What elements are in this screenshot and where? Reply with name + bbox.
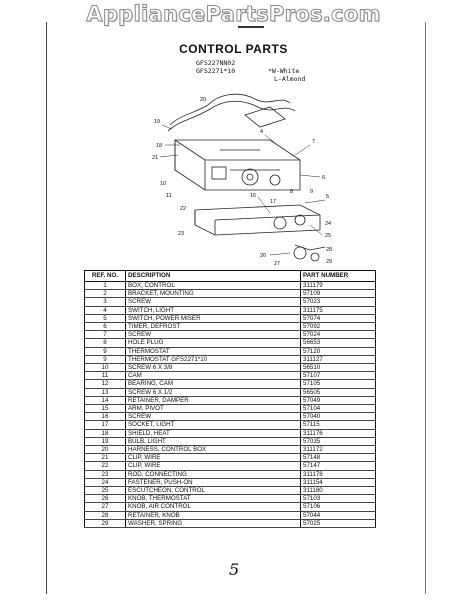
cell-description: THERMOSTAT bbox=[126, 347, 301, 355]
cell-ref-no: 6 bbox=[85, 323, 126, 331]
cell-part-number: 57092 bbox=[301, 323, 376, 331]
callout-label: 21 bbox=[152, 155, 159, 161]
cell-part-number: 56653 bbox=[301, 339, 376, 347]
cell-ref-no: 18 bbox=[85, 429, 126, 437]
cell-ref-no: 13 bbox=[85, 388, 126, 396]
cell-part-number: 311154 bbox=[301, 478, 376, 486]
cell-part-number: 311179 bbox=[301, 282, 376, 290]
cell-description: HOLE PLUG bbox=[126, 339, 301, 347]
cell-ref-no: 3 bbox=[85, 298, 126, 306]
cell-part-number: 311180 bbox=[301, 487, 376, 495]
callout-label: 4 bbox=[260, 129, 264, 135]
color-code-white: *W-White bbox=[268, 67, 300, 75]
cell-description: SCREW bbox=[126, 298, 301, 306]
table-row bbox=[85, 446, 376, 454]
color-code-almond: L-Almond bbox=[274, 75, 306, 83]
cell-part-number: 57107 bbox=[301, 372, 376, 380]
table-row bbox=[85, 470, 376, 478]
cell-part-number: 311175 bbox=[301, 306, 376, 314]
table-row bbox=[85, 487, 376, 495]
table-row bbox=[85, 388, 376, 396]
parts-table bbox=[84, 270, 376, 528]
cell-ref-no: 28 bbox=[85, 511, 126, 519]
cell-ref-no: 19 bbox=[85, 437, 126, 445]
cell-description: THERMOSTAT GFS2271*10 bbox=[126, 355, 301, 363]
cell-ref-no: 9 bbox=[85, 355, 126, 363]
cell-description: KNOB, AIR CONTROL bbox=[126, 503, 301, 511]
cell-part-number: 57115 bbox=[301, 421, 376, 429]
cell-ref-no: 25 bbox=[85, 487, 126, 495]
cell-ref-no: 12 bbox=[85, 380, 126, 388]
model-number-2: GFS2271*10 bbox=[196, 67, 236, 75]
cell-ref-no: 23 bbox=[85, 470, 126, 478]
table-row bbox=[85, 503, 376, 511]
cell-part-number: 57120 bbox=[301, 347, 376, 355]
cell-description: ARM, PIVOT bbox=[126, 405, 301, 413]
cell-part-number: 311127 bbox=[301, 355, 376, 363]
cell-ref-no: 5 bbox=[85, 314, 126, 322]
callout-label: 8 bbox=[290, 189, 294, 195]
cell-part-number: 57025 bbox=[301, 519, 376, 527]
cell-ref-no: 22 bbox=[85, 462, 126, 470]
callout-label: 10 bbox=[160, 181, 167, 187]
table-header-row bbox=[85, 271, 376, 282]
table-row bbox=[85, 429, 376, 437]
cell-description: RETAINER, DAMPER bbox=[126, 396, 301, 404]
cell-description: SOCKET, LIGHT bbox=[126, 421, 301, 429]
cell-ref-no: 24 bbox=[85, 478, 126, 486]
table-row bbox=[85, 421, 376, 429]
cell-ref-no: 7 bbox=[85, 331, 126, 339]
callout-label: 17 bbox=[270, 199, 277, 205]
cell-part-number: 57148 bbox=[301, 454, 376, 462]
watermark: AppliancePartsPros.com bbox=[86, 2, 381, 26]
cell-description: CAM bbox=[126, 372, 301, 380]
callout-label: 19 bbox=[154, 119, 161, 125]
cell-description: ROD, CONNECTING bbox=[126, 470, 301, 478]
table-row bbox=[85, 306, 376, 314]
callout-label: 6 bbox=[322, 175, 326, 181]
cell-ref-no: 15 bbox=[85, 405, 126, 413]
cell-ref-no: 10 bbox=[85, 364, 126, 372]
cell-ref-no: 16 bbox=[85, 413, 126, 421]
table-row bbox=[85, 290, 376, 298]
cell-ref-no: 26 bbox=[85, 495, 126, 503]
callout-label: 29 bbox=[326, 259, 333, 265]
cell-part-number: 57109 bbox=[301, 290, 376, 298]
table-row bbox=[85, 380, 376, 388]
callout-label: 23 bbox=[178, 231, 185, 237]
callout-label: 7 bbox=[312, 139, 316, 145]
exploded-parts-diagram bbox=[150, 85, 340, 270]
cell-description: SCREW 6 X 1/2 bbox=[126, 388, 301, 396]
table-row bbox=[85, 462, 376, 470]
cell-ref-no: 21 bbox=[85, 454, 126, 462]
cell-description: HARNESS, CONTROL BOX bbox=[126, 446, 301, 454]
cell-ref-no: 8 bbox=[85, 339, 126, 347]
cell-part-number: 57024 bbox=[301, 331, 376, 339]
table-row bbox=[85, 405, 376, 413]
table-row bbox=[85, 413, 376, 421]
table-row bbox=[85, 339, 376, 347]
callout-label: 5 bbox=[326, 194, 330, 200]
cell-description: SCREW bbox=[126, 413, 301, 421]
cell-description: CLIP, WIRE bbox=[126, 454, 301, 462]
cell-description: KNOB, THERMOSTAT bbox=[126, 495, 301, 503]
callout-label: 11 bbox=[166, 193, 172, 199]
callout-label: 16 bbox=[250, 193, 257, 199]
table-row bbox=[85, 478, 376, 486]
diagram-drawing bbox=[160, 94, 325, 261]
cell-part-number: 311178 bbox=[301, 470, 376, 478]
callout-label: 20 bbox=[200, 97, 207, 103]
table-row bbox=[85, 437, 376, 445]
table-row bbox=[85, 298, 376, 306]
callout-label: 18 bbox=[156, 143, 163, 149]
table-row bbox=[85, 454, 376, 462]
callout-label: 22 bbox=[180, 206, 187, 212]
cell-ref-no: 11 bbox=[85, 372, 126, 380]
header-description: DESCRIPTION bbox=[126, 271, 301, 282]
header-ref-no: REF. NO. bbox=[85, 271, 126, 282]
table-row bbox=[85, 355, 376, 363]
cell-part-number: 57035 bbox=[301, 437, 376, 445]
callout-label: 9 bbox=[310, 189, 314, 195]
cell-description: CLIP, WIRE bbox=[126, 462, 301, 470]
cell-part-number: 57106 bbox=[301, 503, 376, 511]
parts-table-body bbox=[85, 282, 376, 528]
cell-ref-no: 9 bbox=[85, 347, 126, 355]
cell-part-number: 57023 bbox=[301, 298, 376, 306]
table-row bbox=[85, 282, 376, 290]
callout-label: 24 bbox=[325, 221, 332, 227]
cell-description: WASHER, SPRING bbox=[126, 519, 301, 527]
cell-description: SCREW bbox=[126, 331, 301, 339]
cell-description: FASTENER, PUSH-ON bbox=[126, 478, 301, 486]
cell-description: SHIELD, HEAT bbox=[126, 429, 301, 437]
page-number: 5 bbox=[229, 560, 240, 579]
table-row bbox=[85, 331, 376, 339]
cell-part-number: 56510 bbox=[301, 364, 376, 372]
cell-part-number: 56505 bbox=[301, 388, 376, 396]
cell-part-number: 311172 bbox=[301, 446, 376, 454]
cell-part-number: 57049 bbox=[301, 396, 376, 404]
cell-part-number: 57105 bbox=[301, 380, 376, 388]
cell-description: SWITCH, LIGHT bbox=[126, 306, 301, 314]
callout-label: 25 bbox=[325, 233, 332, 239]
diagram-callouts bbox=[152, 97, 332, 267]
callout-label: 28 bbox=[326, 247, 333, 253]
table-row bbox=[85, 519, 376, 527]
cell-ref-no: 20 bbox=[85, 446, 126, 454]
cell-description: SCREW 6 X 3/8 bbox=[126, 364, 301, 372]
table-row bbox=[85, 323, 376, 331]
cell-description: RETAINER, KNOB bbox=[126, 511, 301, 519]
header-part-number: PART NUMBER bbox=[301, 271, 376, 282]
cell-description: ESCUTCHEON, CONTROL bbox=[126, 487, 301, 495]
cell-ref-no: 4 bbox=[85, 306, 126, 314]
cell-part-number: 57040 bbox=[301, 413, 376, 421]
cell-ref-no: 27 bbox=[85, 503, 126, 511]
cell-part-number: 57147 bbox=[301, 462, 376, 470]
scan-mark bbox=[238, 26, 264, 28]
cell-part-number: 57074 bbox=[301, 314, 376, 322]
callout-label: 26 bbox=[260, 253, 267, 259]
cell-description: TIMER, DEFROST bbox=[126, 323, 301, 331]
table-row bbox=[85, 396, 376, 404]
page-title: CONTROL PARTS bbox=[179, 42, 288, 56]
table-row bbox=[85, 511, 376, 519]
cell-ref-no: 1 bbox=[85, 282, 126, 290]
table-row bbox=[85, 372, 376, 380]
cell-description: BULB, LIGHT bbox=[126, 437, 301, 445]
cell-description: SWITCH, POWER MISER bbox=[126, 314, 301, 322]
cell-description: BEARING, CAM bbox=[126, 380, 301, 388]
cell-part-number: 57044 bbox=[301, 511, 376, 519]
cell-part-number: 57104 bbox=[301, 405, 376, 413]
cell-ref-no: 2 bbox=[85, 290, 126, 298]
table-row bbox=[85, 495, 376, 503]
callout-label: 27 bbox=[274, 261, 281, 267]
table-row bbox=[85, 364, 376, 372]
table-row bbox=[85, 347, 376, 355]
cell-part-number: 311176 bbox=[301, 429, 376, 437]
cell-ref-no: 14 bbox=[85, 396, 126, 404]
cell-description: BOX, CONTROL bbox=[126, 282, 301, 290]
table-row bbox=[85, 314, 376, 322]
model-number-1: GFS227NN02 bbox=[196, 59, 236, 67]
cell-description: BRACKET, MOUNTING bbox=[126, 290, 301, 298]
cell-ref-no: 29 bbox=[85, 519, 126, 527]
cell-ref-no: 17 bbox=[85, 421, 126, 429]
cell-part-number: 57103 bbox=[301, 495, 376, 503]
